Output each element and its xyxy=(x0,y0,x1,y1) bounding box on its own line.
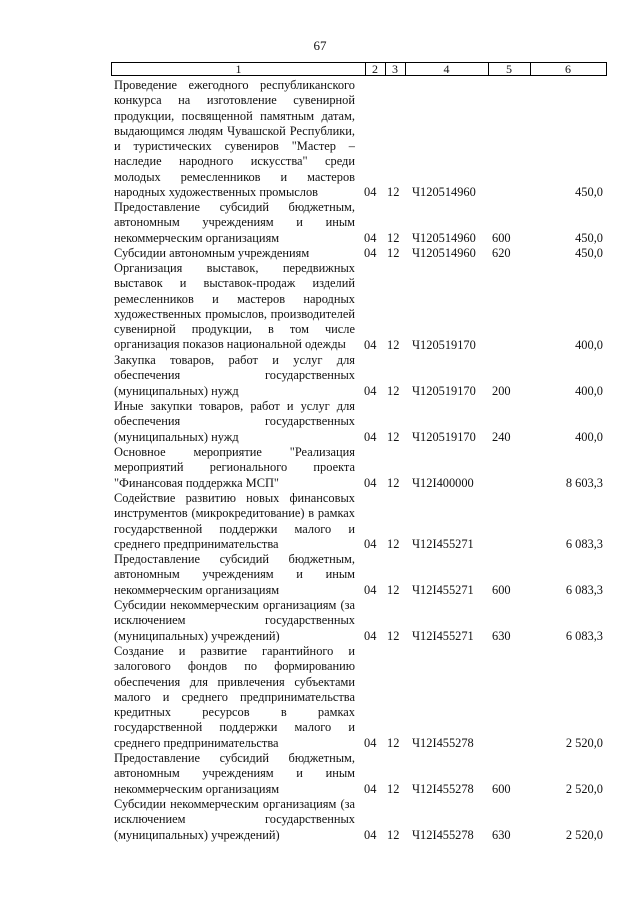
expense-type-code: 620 xyxy=(492,245,511,260)
target-article-code: Ч120514960 xyxy=(412,230,476,245)
subsection-code: 12 xyxy=(387,429,400,444)
amount: 450,0 xyxy=(575,184,603,199)
expense-type-code: 630 xyxy=(492,628,511,643)
table-row xyxy=(0,246,640,261)
expense-type-code: 600 xyxy=(492,582,511,597)
header-col-6: 6 xyxy=(565,62,571,76)
table-row xyxy=(0,78,640,200)
table-body xyxy=(0,78,640,843)
header-col-3: 3 xyxy=(392,62,398,76)
row-description: Предоставление субсидий бюджетным, автономным учреждениям и иным некоммерческим организациям xyxy=(114,552,355,597)
amount: 6 083,3 xyxy=(565,628,603,643)
table-row xyxy=(0,644,640,751)
subsection-code: 12 xyxy=(387,475,400,490)
amount: 400,0 xyxy=(575,429,603,444)
amount: 2 520,0 xyxy=(565,781,603,796)
target-article-code: Ч120519170 xyxy=(412,337,476,352)
row-description: Предоставление субсидий бюджетным, автономным учреждениям и иным некоммерческим организациям xyxy=(114,751,355,796)
target-article-code: Ч120514960 xyxy=(412,184,476,199)
target-article-code: Ч120519170 xyxy=(412,429,476,444)
row-description: Организация выставок, передвижных выставок и выставок-продаж изделий ремесленников и мастеров народных художественных промыслов, производителей сувенирной продукции, в том числе организация показов национальной одежды xyxy=(114,261,355,352)
table-row xyxy=(0,797,640,843)
amount: 400,0 xyxy=(575,383,603,398)
table-row xyxy=(0,353,640,399)
table-row xyxy=(0,751,640,797)
amount: 2 520,0 xyxy=(565,827,603,842)
row-description: Предоставление субсидий бюджетным, автономным учреждениям и иным некоммерческим организациям xyxy=(114,200,355,245)
amount: 400,0 xyxy=(575,337,603,352)
section-code: 04 xyxy=(364,230,377,245)
expense-type-code: 600 xyxy=(492,781,511,796)
section-code: 04 xyxy=(364,337,377,352)
section-code: 04 xyxy=(364,735,377,750)
section-code: 04 xyxy=(364,827,377,842)
subsection-code: 12 xyxy=(387,184,400,199)
table-row xyxy=(0,598,640,644)
row-description: Содействие развитию новых финансовых инструментов (микрокредитование) в рамках государственной поддержки малого и среднего предпринимательства xyxy=(114,491,355,551)
subsection-code: 12 xyxy=(387,781,400,796)
row-description: Иные закупки товаров, работ и услуг для обеспечения государственных (муниципальных) нужд xyxy=(114,399,355,444)
target-article-code: Ч12I455278 xyxy=(412,827,474,842)
amount: 6 083,3 xyxy=(565,536,603,551)
section-code: 04 xyxy=(364,536,377,551)
table-row xyxy=(0,261,640,353)
target-article-code: Ч12I455278 xyxy=(412,735,474,750)
table-row xyxy=(0,445,640,491)
amount: 450,0 xyxy=(575,230,603,245)
target-article-code: Ч12I455271 xyxy=(412,628,474,643)
row-description: Субсидии автономным учреждениям xyxy=(114,246,310,260)
target-article-code: Ч12I400000 xyxy=(412,475,474,490)
table-row xyxy=(0,491,640,552)
amount: 450,0 xyxy=(575,245,603,260)
section-code: 04 xyxy=(364,781,377,796)
table-row xyxy=(0,200,640,246)
page-number: 67 xyxy=(313,38,327,53)
header-col-1: 1 xyxy=(235,62,242,76)
amount: 2 520,0 xyxy=(565,735,603,750)
subsection-code: 12 xyxy=(387,230,400,245)
target-article-code: Ч120519170 xyxy=(412,383,476,398)
amount: 6 083,3 xyxy=(565,582,603,597)
table-row xyxy=(0,552,640,598)
subsection-code: 12 xyxy=(387,735,400,750)
table-row xyxy=(0,399,640,445)
subsection-code: 12 xyxy=(387,827,400,842)
expense-type-code: 600 xyxy=(492,230,511,245)
subsection-code: 12 xyxy=(387,383,400,398)
target-article-code: Ч12I455271 xyxy=(412,536,474,551)
header-col-4: 4 xyxy=(443,62,450,76)
table-header xyxy=(111,62,607,76)
expense-type-code: 630 xyxy=(492,827,511,842)
subsection-code: 12 xyxy=(387,582,400,597)
section-code: 04 xyxy=(364,582,377,597)
header-col-5: 5 xyxy=(506,62,512,76)
section-code: 04 xyxy=(364,429,377,444)
section-code: 04 xyxy=(364,628,377,643)
amount: 8 603,3 xyxy=(565,475,603,490)
header-col-2: 2 xyxy=(372,62,378,76)
row-description: Субсидии некоммерческим организациям (за исключением государственных (муниципальных) учреждений) xyxy=(114,797,355,842)
row-description: Создание и развитие гарантийного и залогового фондов по формированию обеспечения для привлечения субъектами малого и среднего предпринимательства кредитных ресурсов в рамках государственной поддержки малого и среднего предпринимательства xyxy=(114,644,355,750)
row-description: Проведение ежегодного республиканского конкурса на изготовление сувенирной продукции, посвященной памятным датам, выдающимся людям Чувашской Республики, и туристических сувениров "Мастер – наследие народного искусства" среди молодых ремесленников и мастеров народных художественных промыслов xyxy=(114,78,355,200)
section-code: 04 xyxy=(364,184,377,199)
target-article-code: Ч12I455271 xyxy=(412,582,474,597)
subsection-code: 12 xyxy=(387,337,400,352)
subsection-code: 12 xyxy=(387,245,400,260)
section-code: 04 xyxy=(364,245,377,260)
expense-type-code: 240 xyxy=(492,429,511,444)
row-description: Субсидии некоммерческим организациям (за исключением государственных (муниципальных) учреждений) xyxy=(114,598,355,643)
row-description: Закупка товаров, работ и услуг для обеспечения государственных (муниципальных) нужд xyxy=(114,353,355,398)
row-description: Основное мероприятие "Реализация мероприятий регионального проекта "Финансовая поддержка МСП" xyxy=(114,445,355,490)
subsection-code: 12 xyxy=(387,536,400,551)
target-article-code: Ч12I455278 xyxy=(412,781,474,796)
section-code: 04 xyxy=(364,383,377,398)
subsection-code: 12 xyxy=(387,628,400,643)
expense-type-code: 200 xyxy=(492,383,511,398)
section-code: 04 xyxy=(364,475,377,490)
target-article-code: Ч120514960 xyxy=(412,245,476,260)
